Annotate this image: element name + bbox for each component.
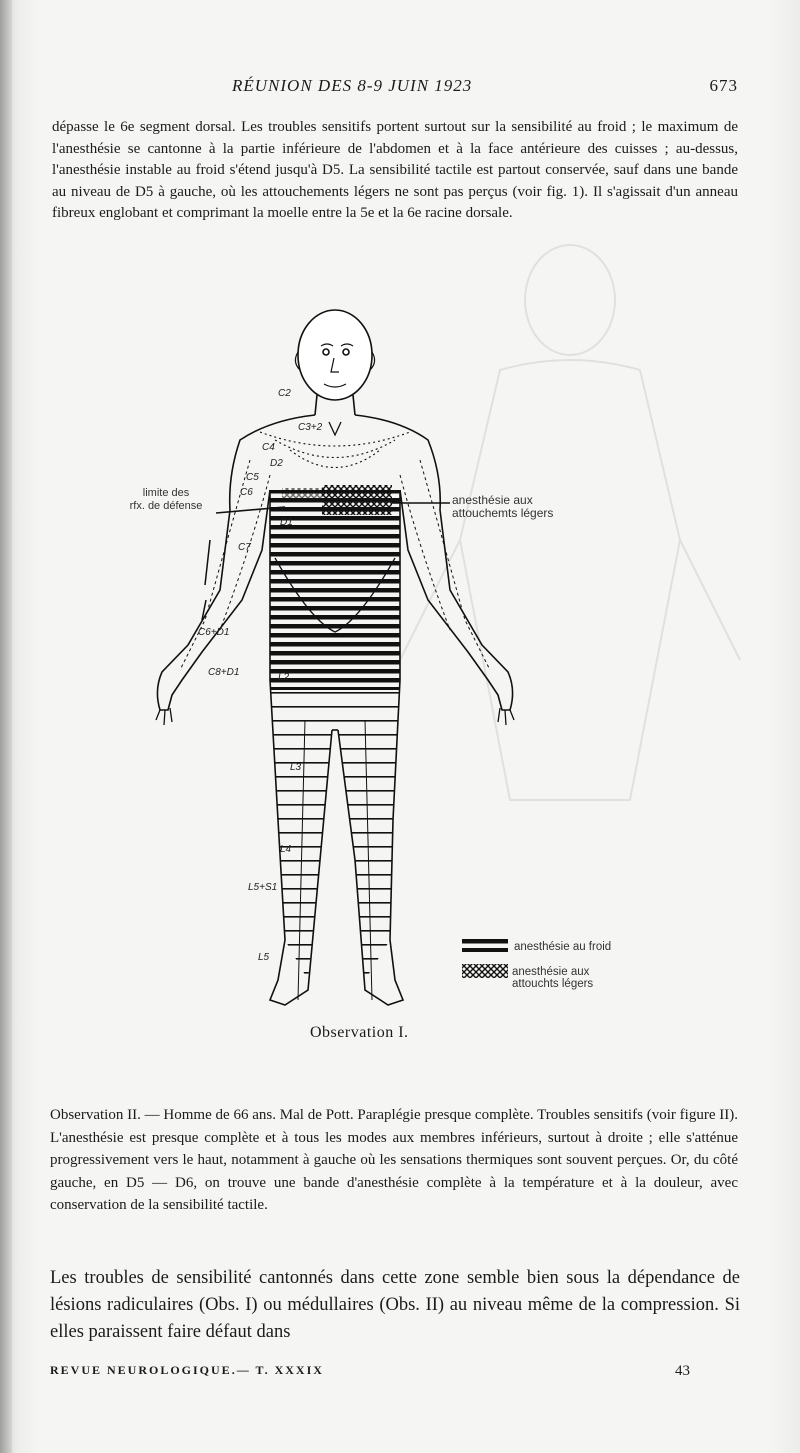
cold-anesthesia-stripes <box>260 490 410 1010</box>
segment-label: C3+2 <box>298 422 323 433</box>
segment-label: L3 <box>290 762 302 773</box>
header-title: RÉUNION DES 8-9 JUIN 1923 <box>232 76 473 95</box>
segment-label: L4 <box>280 844 292 855</box>
segment-label: C6+D1 <box>198 627 230 638</box>
page-footer <box>50 1363 740 1383</box>
label-tactile-anesthesia: anesthésie aux attouchemts légers <box>452 493 554 520</box>
segment-label: C7 <box>238 542 251 553</box>
dermatome-figure <box>110 300 650 1040</box>
binding-shadow <box>0 0 12 1453</box>
signature-mark: 43 <box>675 1363 690 1379</box>
journal-name: REVUE NEUROLOGIQUE.— T. XXXIX <box>50 1363 324 1377</box>
label-limit-reflex: limite des rfx. de défense <box>129 487 203 512</box>
running-header <box>232 76 742 102</box>
legend-touch-swatch <box>462 964 508 978</box>
legend-cold-swatch <box>462 936 508 952</box>
paragraph-conclusion: Les troubles de sensibilité cantonnés dans cette zone semble bien sous la dépendance de lésions radiculaires (Obs. I) ou médullaires (Obs. II) au niveau même de la compression. Si elles paraissent faire défaut dans <box>50 1268 740 1342</box>
segment-label: C6 <box>240 487 253 498</box>
paragraph-intro: dépasse le 6e segment dorsal. Les troubles sensitifs portent surtout sur la sensibilité au froid ; le maximum de l'anesthésie se cantonne à la partie inférieure de l'abdomen et à la face antérieure des cuisses ; au-dessus, l'anesthésie instable au froid s'étend jusqu'à D5. La sensibilité tactile est partout conservée, sauf dans une bande au niveau de D5 à gauche, où les attouchements légers ne sont pas perçus (voir fig. 1). Il s'agissait d'un anneau fibreux englobant et comprimant la moelle entre la 5e et la 6e racine dorsale. <box>52 119 738 222</box>
legend-touch: anesthésie aux attouchts légers <box>512 966 594 990</box>
segment-label: C8+D1 <box>208 667 240 678</box>
segment-label: L2 <box>278 672 290 683</box>
segment-label: C4 <box>262 442 275 453</box>
segment-label: L5+S1 <box>248 882 278 893</box>
paragraph-observation-2: Observation II. — Homme de 66 ans. Mal de Pott. Paraplégie presque complète. Troubles sensitifs (voir figure II). L'anesthésie est presque complète et à tous les modes aux membres inférieurs, surtout à droite ; elle s'atténue progressivement vers le haut, notamment à gauche où les sensations thermiques sont souvent perçues. Or, du côté gauche, en D5 — D6, on trouve une bande d'anesthésie complète à la température et à la douleur, avec conservation de la sensibilité tactile. <box>50 1107 738 1214</box>
segment-label: C2 <box>278 388 291 399</box>
page-number: 673 <box>709 76 738 95</box>
segment-label: C5 <box>246 472 259 483</box>
segment-label: L5 <box>258 952 270 963</box>
segment-label: D2 <box>270 458 283 469</box>
figure-caption: Observation I. <box>310 1024 409 1041</box>
segment-label: D1 <box>280 517 293 528</box>
legend-cold: anesthésie au froid <box>514 941 612 953</box>
